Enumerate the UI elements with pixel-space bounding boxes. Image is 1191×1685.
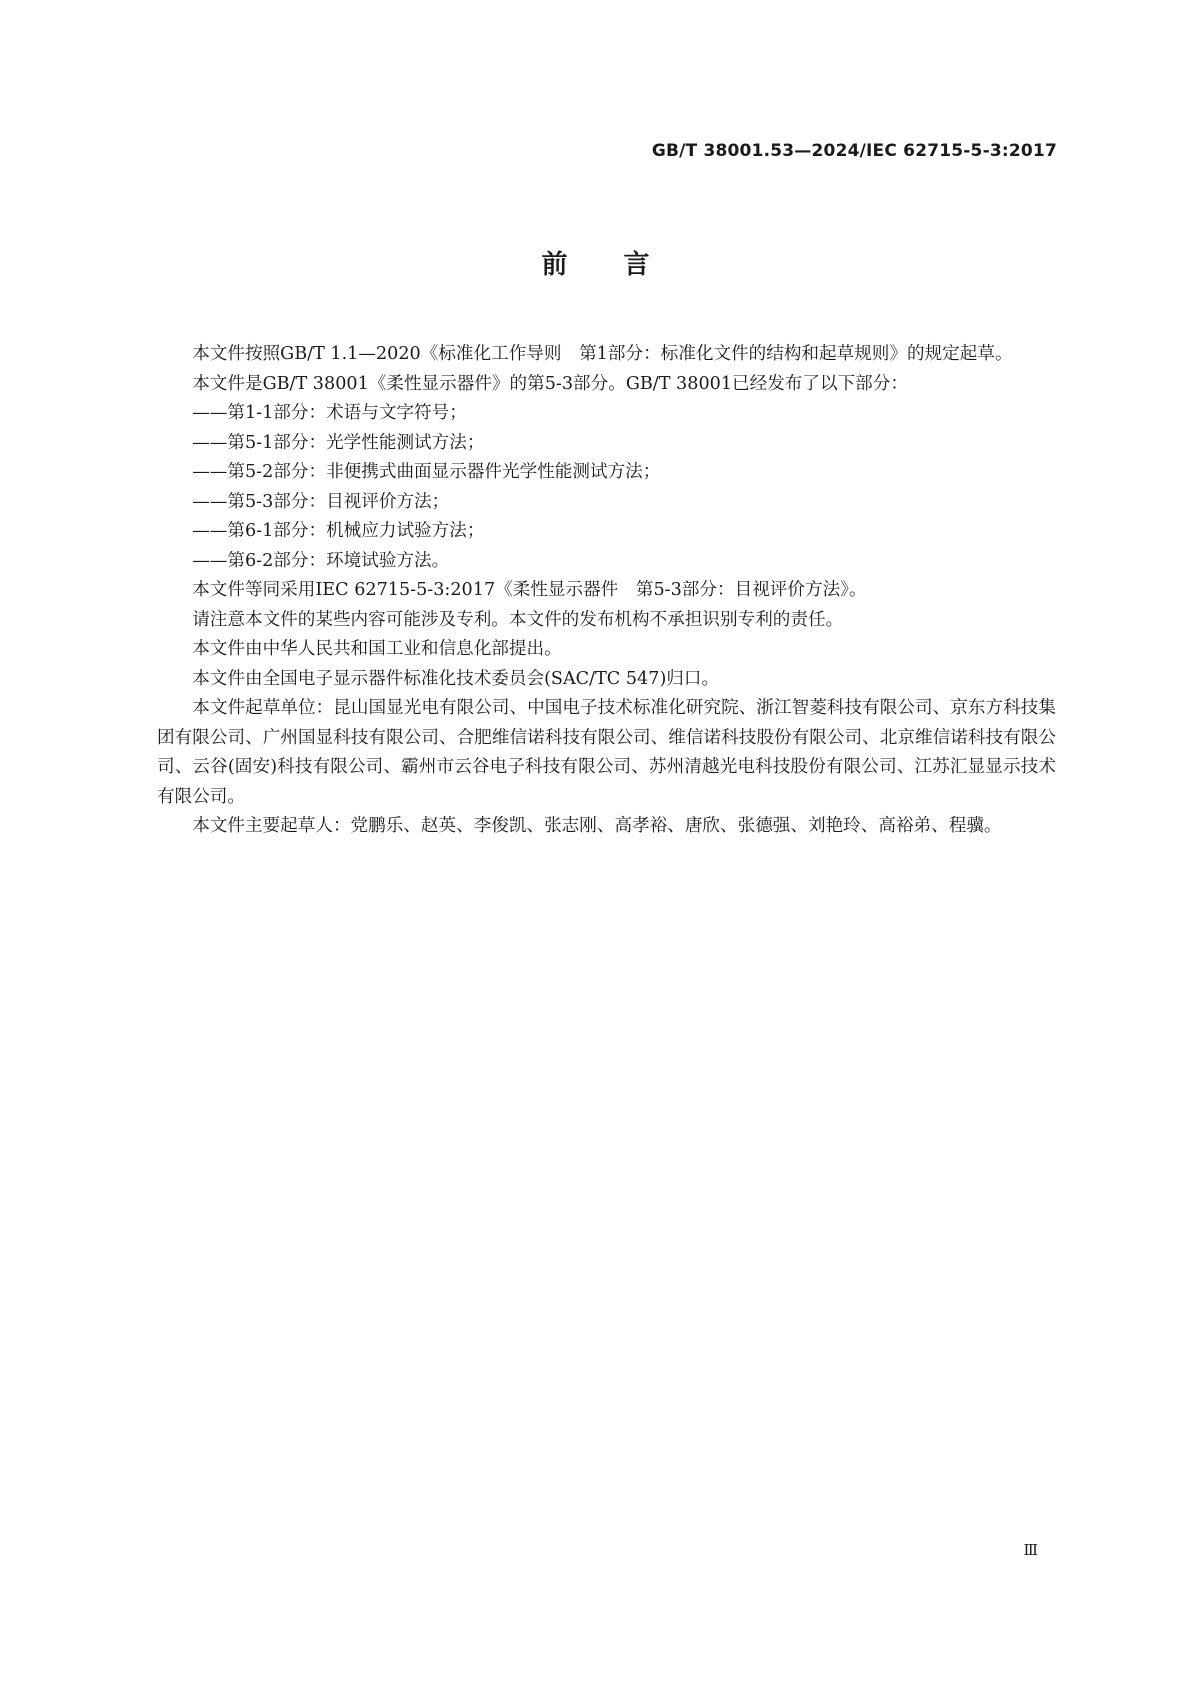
paragraph-drafters: 本文件主要起草人：党鹏乐、赵英、李俊凯、张志刚、高孝裕、唐欣、张德强、刘艳玲、高裕弟、程骥。 (192, 816, 1002, 836)
list-item-part-5-3: ——第5-3部分：目视评价方法； (192, 491, 450, 512)
page-title: 前言 (541, 250, 706, 280)
paragraph-patent-notice: 请注意本文件的某些内容可能涉及专利。本文件的发布机构不承担识别专利的责任。 (192, 609, 844, 630)
paragraph-drafting-organizations: 本文件起草单位：昆山国显光电有限公司、中国电子技术标准化研究院、浙江智菱科技有限公司、京东方科技集团有限公司、广州国显科技有限公司、合肥维信诺科技有限公司、维信诺科技股份有限公司、北京维信诺科技有限公司、云谷(固安)科技有限公司、霸州市云谷电子科技有限公司、苏州清越光电科技股份有限公司、江苏汇显显示技术有限公司。 (157, 698, 1056, 807)
list-item-part-6-2: ——第6-2部分：环境试验方法。 (192, 550, 450, 571)
paragraph-proposer: 本文件由中华人民共和国工业和信息化部提出。 (192, 639, 562, 659)
paragraph-drafting-rules: 本文件按照GB/T 1.1—2020《标准化工作导则 第1部分：标准化文件的结构和起草规则》的规定起草。 (192, 344, 1013, 364)
paragraph-series-intro: 本文件是GB/T 38001《柔性显示器件》的第5-3部分。GB/T 38001已经发布了以下部分： (192, 373, 908, 394)
paragraph-adoption: 本文件等同采用IEC 62715-5-3:2017《柔性显示器件 第5-3部分：目视评价方法》。 (192, 580, 867, 600)
list-item-part-5-1: ——第5-1部分：光学性能测试方法； (192, 432, 485, 453)
list-item-part-5-2: ——第5-2部分：非便携式曲面显示器件光学性能测试方法； (192, 462, 661, 482)
page-number: Ⅲ (1023, 1541, 1038, 1559)
list-item-part-6-1: ——第6-1部分：机械应力试验方法； (192, 521, 485, 541)
paragraph-technical-committee: 本文件由全国电子显示器件标准化技术委员会(SAC/TC 547)归口。 (192, 668, 720, 689)
foreword-body (157, 340, 1056, 842)
list-item-part-1-1: ——第1-1部分：术语与文字符号； (192, 403, 467, 423)
standard-number-header: GB/T 38001.53—2024/IEC 62715-5-3:2017 (651, 141, 1057, 161)
